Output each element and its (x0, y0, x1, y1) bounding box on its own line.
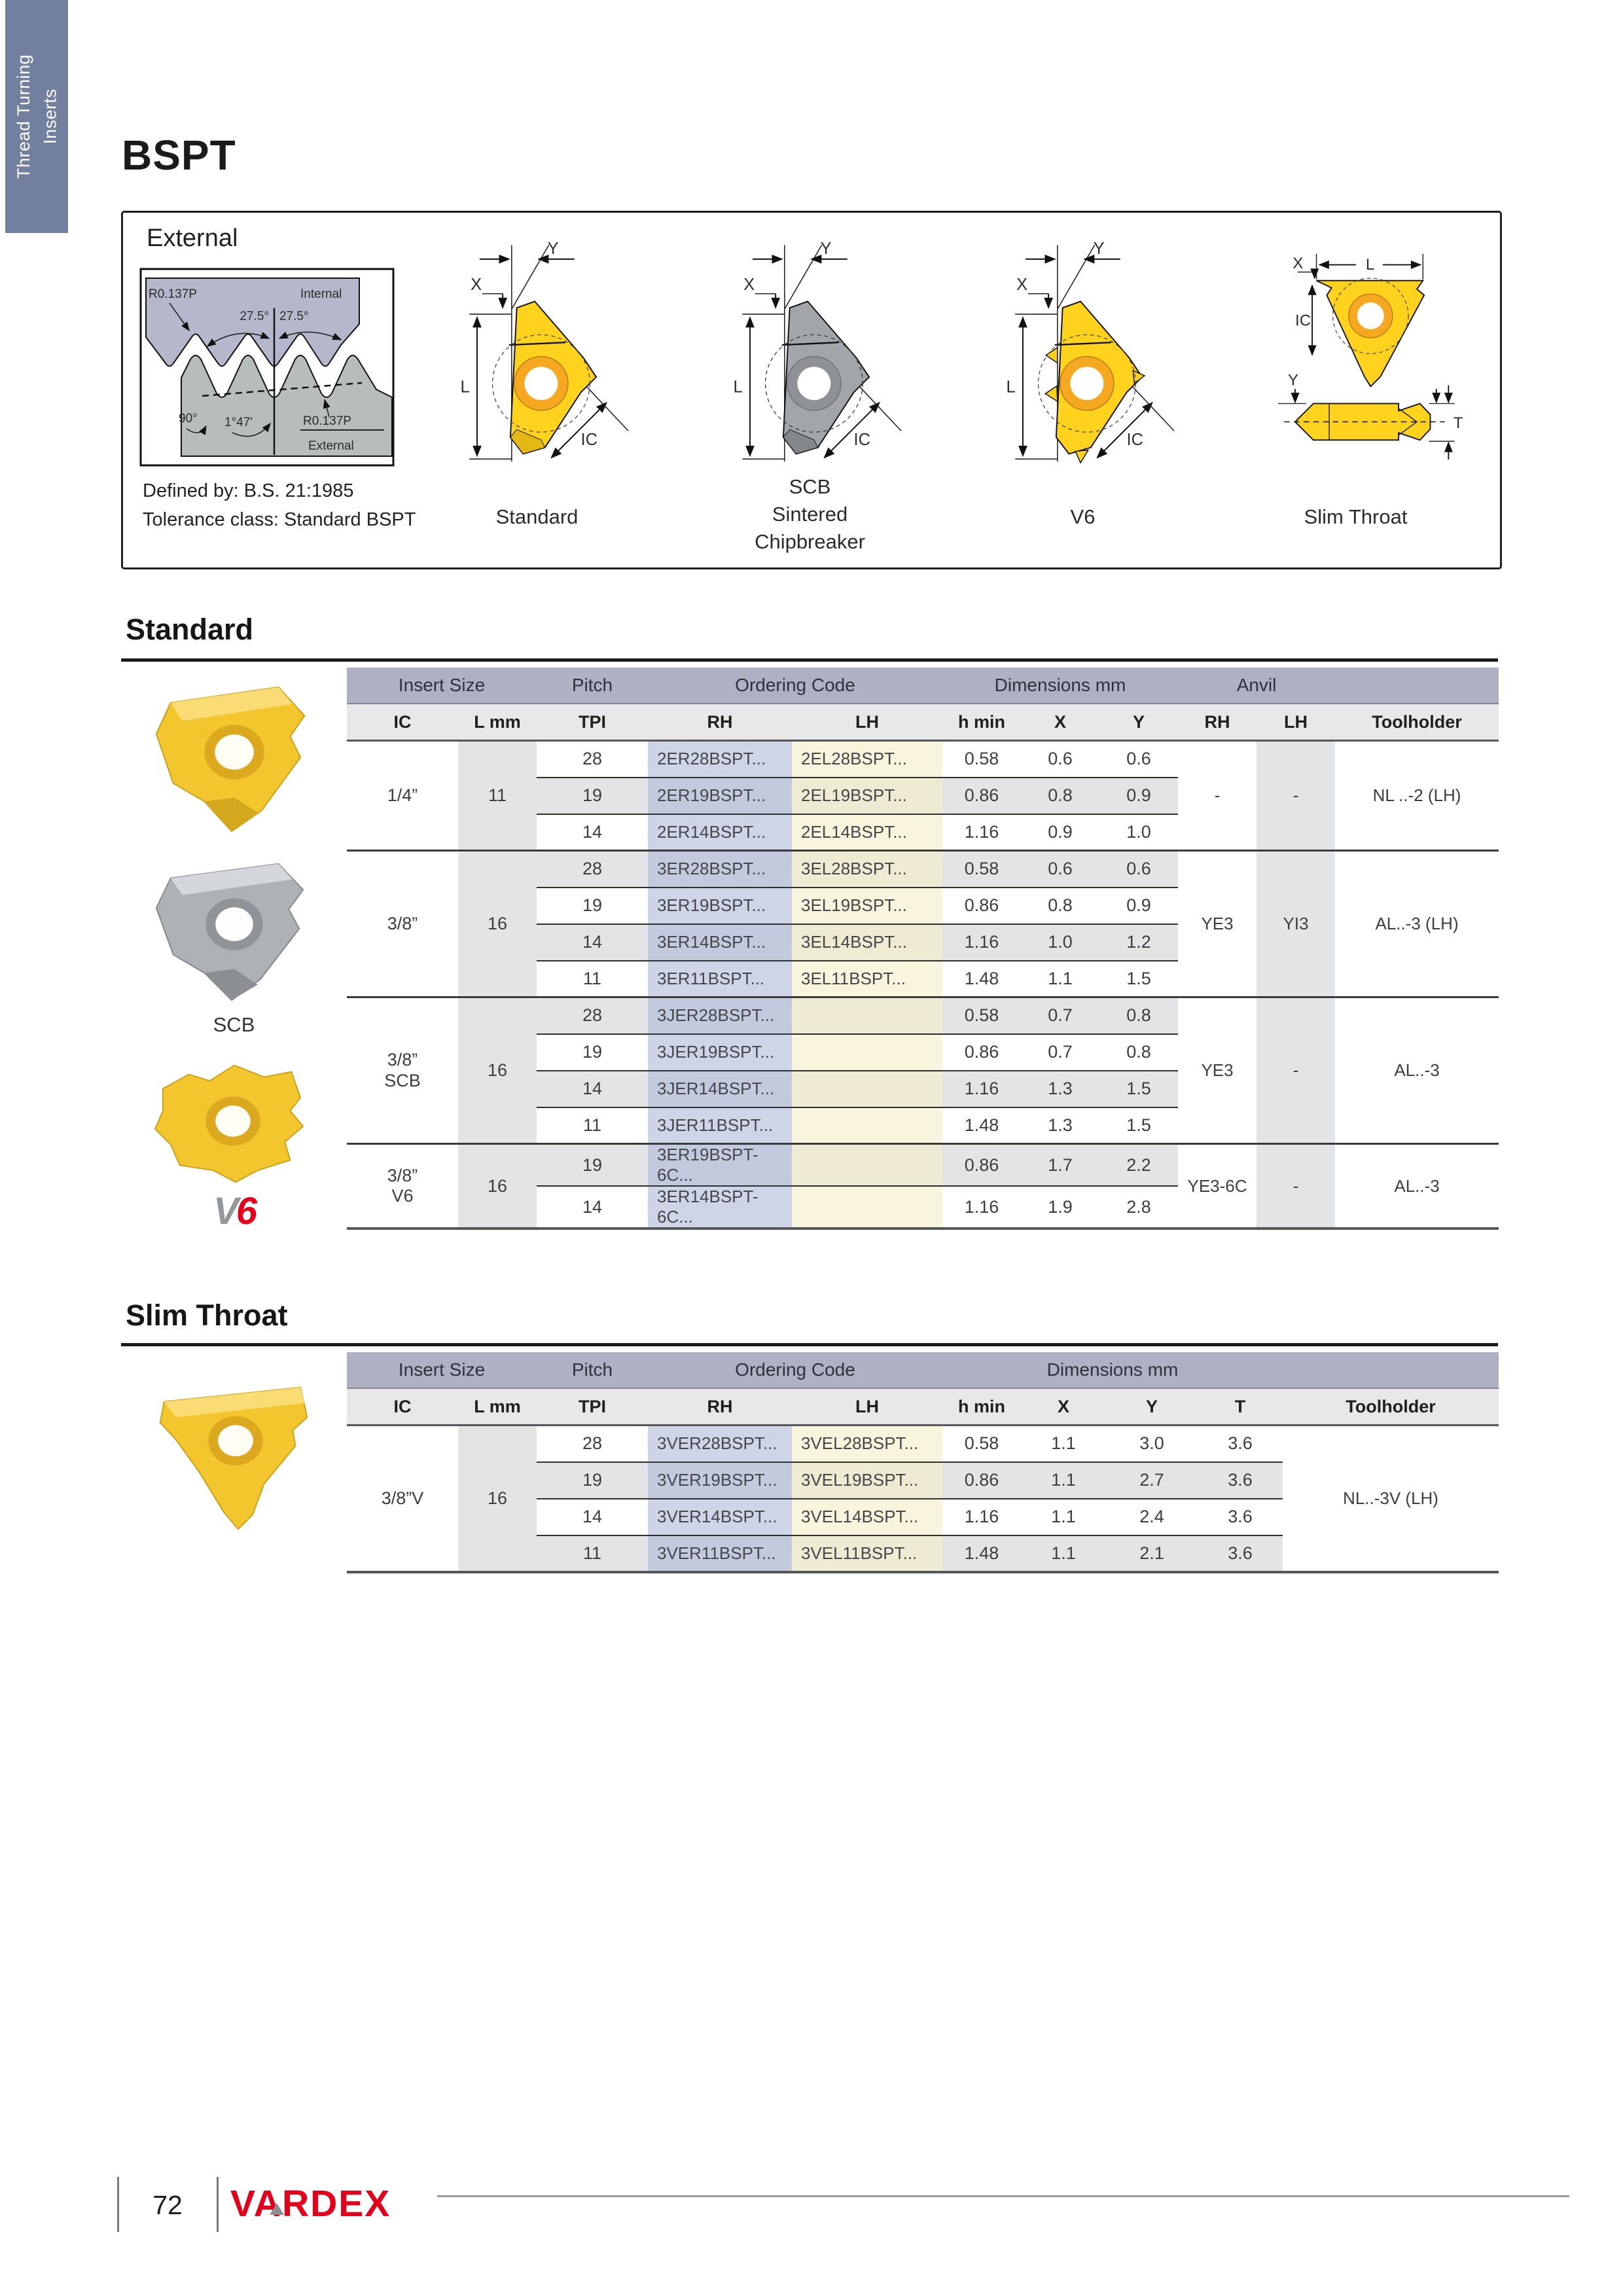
cell-rh: 3JER14BSPT... (648, 1071, 792, 1107)
cell-x: 0.8 (1021, 888, 1099, 924)
vardex-logo: VARDEX (230, 2183, 391, 2225)
cell-y: 1.5 (1099, 1107, 1178, 1144)
external-box (121, 211, 1502, 569)
column-header-anvil_lh: LH (1257, 704, 1335, 741)
cell-h: 1.48 (942, 961, 1021, 997)
scb-insert-photo (136, 850, 332, 1012)
cell-y: 0.8 (1099, 997, 1178, 1034)
cell-rh: 3VER14BSPT... (648, 1499, 792, 1535)
cell-x: 1.0 (1021, 924, 1099, 961)
column-header-t: T (1198, 1388, 1283, 1426)
section-tab (5, 0, 68, 233)
cell-anvil_lh: - (1257, 997, 1335, 1144)
cell-h: 0.86 (942, 1144, 1021, 1187)
cell-x: 1.1 (1021, 1426, 1106, 1462)
column-header-lh: LH (792, 1388, 942, 1426)
external-label: External (147, 224, 238, 252)
label-90: 90° (179, 412, 198, 425)
cell-h: 0.58 (942, 851, 1021, 888)
cell-y: 0.8 (1099, 1034, 1178, 1071)
cell-h: 0.86 (942, 888, 1021, 924)
dim-l: L (1006, 378, 1016, 397)
cell-lh (792, 1144, 942, 1187)
tab-line2: Inserts (40, 88, 60, 145)
cell-y: 0.9 (1099, 778, 1178, 814)
cell-tpi: 19 (537, 1462, 648, 1499)
cell-toolholder: NL ..-2 (LH) (1335, 741, 1499, 851)
column-header-l: L mm (458, 704, 537, 741)
caption-scb-line1: SCB (789, 475, 831, 498)
slim-rule (121, 1343, 1498, 1346)
dim-ic: IC (1294, 312, 1311, 330)
cell-x: 0.7 (1021, 1034, 1099, 1071)
standard-insert-photo (136, 674, 332, 850)
cell-l: 16 (458, 1144, 537, 1229)
cell-toolholder: AL..-3 (1335, 997, 1499, 1144)
cell-x: 1.9 (1021, 1186, 1099, 1229)
defined-by: Defined by: B.S. 21:1985 (143, 480, 354, 501)
column-header-ic: IC (347, 1388, 458, 1426)
tolerance-class: Tolerance class: Standard BSPT (143, 509, 416, 530)
cell-lh: 3EL28BSPT... (792, 851, 942, 888)
group-header-blank (1335, 668, 1499, 704)
page-number: 72 (152, 2190, 183, 2220)
group-header-ordering_code: Ordering Code (648, 1352, 942, 1388)
cell-lh (792, 1186, 942, 1229)
scb-dim-svg (688, 226, 932, 469)
label-external: External (308, 439, 354, 453)
column-header-x: X (1021, 1388, 1106, 1426)
cell-rh: 3JER11BSPT... (648, 1107, 792, 1144)
footer-bar-left (117, 2177, 119, 2232)
cell-lh (792, 997, 942, 1034)
cell-x: 1.1 (1021, 1535, 1106, 1572)
cell-tpi: 19 (537, 1034, 648, 1071)
cell-h: 0.58 (942, 997, 1021, 1034)
column-header-h: h min (942, 1388, 1021, 1426)
cell-t: 3.6 (1198, 1535, 1283, 1572)
table-row (347, 741, 1499, 778)
caption-scb-line3: Chipbreaker (755, 529, 865, 553)
dim-ic: IC (580, 430, 597, 449)
cell-ic: 3/8” (347, 851, 458, 997)
cell-lh: 2EL19BSPT... (792, 778, 942, 814)
cell-anvil_rh: YE3 (1178, 997, 1257, 1144)
cell-y: 1.2 (1099, 924, 1178, 961)
cell-anvil_lh: YI3 (1257, 851, 1335, 997)
insert-hole (524, 367, 558, 400)
cell-l: 16 (458, 851, 537, 997)
diagram-scb (673, 226, 946, 561)
dim-x: X (470, 275, 482, 294)
cell-toolholder: NL..-3V (LH) (1283, 1426, 1499, 1572)
thread-profile-diagram (139, 268, 395, 468)
cell-h: 0.86 (942, 778, 1021, 814)
footer-bar-right (217, 2177, 219, 2232)
cell-rh: 3ER14BSPT-6C... (648, 1186, 792, 1229)
cell-h: 1.16 (942, 1071, 1021, 1107)
caption-slim: Slim Throat (1304, 505, 1408, 528)
cell-tpi: 19 (537, 1144, 648, 1187)
label-r-bottom: R0.137P (303, 414, 351, 428)
cell-tpi: 14 (537, 814, 648, 851)
cell-lh (792, 1034, 942, 1071)
dim-y: Y (547, 240, 559, 259)
cell-x: 0.9 (1021, 814, 1099, 851)
group-header-anvil: Anvil (1178, 668, 1335, 704)
label-internal: Internal (300, 287, 342, 301)
cell-tpi: 19 (537, 778, 648, 814)
cell-x: 1.3 (1021, 1107, 1099, 1144)
label-taper: 1°47' (224, 416, 253, 429)
standard-photo-column (121, 674, 347, 1230)
cell-h: 1.16 (942, 1499, 1021, 1535)
table-row (347, 1426, 1499, 1462)
cell-tpi: 11 (537, 1535, 648, 1572)
cell-t: 3.6 (1198, 1426, 1283, 1462)
cell-rh: 3ER28BSPT... (648, 851, 792, 888)
cell-lh: 3EL14BSPT... (792, 924, 942, 961)
cell-toolholder: AL..-3 (1335, 1144, 1499, 1229)
caption-v6: V6 (1070, 505, 1096, 528)
column-header-rh: RH (648, 704, 792, 741)
dim-l: L (1365, 255, 1374, 274)
dim-x: X (743, 275, 755, 294)
column-header-h: h min (942, 704, 1021, 741)
cell-tpi: 19 (537, 888, 648, 924)
dim-l: L (460, 378, 470, 397)
slim-insert-photo (136, 1368, 332, 1563)
cell-anvil_lh: - (1257, 1144, 1335, 1229)
cell-y: 0.6 (1099, 851, 1178, 888)
page-title: BSPT (122, 132, 236, 179)
diagram-v6 (946, 226, 1219, 561)
column-header-lh: LH (792, 704, 942, 741)
column-header-toolholder: Toolholder (1283, 1388, 1499, 1426)
cell-t: 3.6 (1198, 1499, 1283, 1535)
cell-h: 0.58 (942, 1426, 1021, 1462)
diagram-slim-throat (1219, 226, 1492, 561)
group-header-blank (1283, 1352, 1499, 1388)
cell-y: 2.7 (1106, 1462, 1198, 1499)
cell-tpi: 14 (537, 1186, 648, 1229)
cell-y: 2.2 (1099, 1144, 1178, 1187)
cell-rh: 3JER19BSPT... (648, 1034, 792, 1071)
cell-y: 2.8 (1099, 1186, 1178, 1229)
cell-tpi: 28 (537, 1426, 648, 1462)
cell-anvil_rh: - (1178, 741, 1257, 851)
cell-h: 0.86 (942, 1462, 1021, 1499)
cell-lh: 3EL11BSPT... (792, 961, 942, 997)
cell-tpi: 11 (537, 1107, 648, 1144)
cell-tpi: 28 (537, 851, 648, 888)
column-header-y: Y (1099, 704, 1178, 741)
cell-rh: 2ER14BSPT... (648, 814, 792, 851)
cell-rh: 3VER19BSPT... (648, 1462, 792, 1499)
standard-heading: Standard (126, 613, 254, 646)
group-header-insert_size: Insert Size (347, 1352, 537, 1388)
cell-h: 1.16 (942, 814, 1021, 851)
cell-lh (792, 1107, 942, 1144)
column-header-tpi: TPI (537, 1388, 648, 1426)
insert-diagrams (401, 226, 1492, 561)
cell-l: 11 (458, 741, 537, 851)
vardex-logo-triangle (270, 2203, 284, 2215)
cell-tpi: 28 (537, 997, 648, 1034)
group-header-dimensions: Dimensions mm (942, 668, 1178, 704)
cell-ic: 1/4” (347, 741, 458, 851)
group-header-dimensions: Dimensions mm (942, 1352, 1283, 1388)
standard-dim-svg (416, 226, 659, 469)
v6-logo-6: 6 (236, 1190, 255, 1232)
cell-tpi: 28 (537, 741, 648, 778)
cell-lh: 3VEL14BSPT... (792, 1499, 942, 1535)
cell-l: 16 (458, 1426, 537, 1572)
group-header-pitch: Pitch (537, 668, 648, 704)
cell-y: 1.0 (1099, 814, 1178, 851)
section-tab-label (10, 54, 63, 179)
column-header-ic: IC (347, 704, 458, 741)
cell-tpi: 14 (537, 924, 648, 961)
caption-standard: Standard (495, 505, 579, 528)
cell-anvil_rh: YE3-6C (1178, 1144, 1257, 1229)
column-header-y: Y (1106, 1388, 1198, 1426)
table-row (347, 1144, 1499, 1187)
slim-dim-svg (1234, 226, 1478, 469)
cell-lh: 2EL28BSPT... (792, 741, 942, 778)
diagram-standard (401, 226, 673, 561)
cell-rh: 3ER11BSPT... (648, 961, 792, 997)
tab-line1: Thread Turning (13, 54, 33, 179)
cell-lh (792, 1071, 942, 1107)
cell-x: 0.6 (1021, 851, 1099, 888)
cell-anvil_rh: YE3 (1178, 851, 1257, 997)
cell-x: 1.3 (1021, 1071, 1099, 1107)
dim-t: T (1453, 414, 1463, 432)
thread-profile-svg (139, 268, 395, 468)
column-header-toolholder: Toolholder (1335, 704, 1499, 741)
cell-h: 1.16 (942, 924, 1021, 961)
cell-tpi: 11 (537, 961, 648, 997)
cell-y: 0.6 (1099, 741, 1178, 778)
cell-h: 0.58 (942, 741, 1021, 778)
cell-l: 16 (458, 997, 537, 1144)
dim-ic: IC (1126, 430, 1143, 449)
cell-rh: 2ER28BSPT... (648, 741, 792, 778)
cell-h: 0.86 (942, 1034, 1021, 1071)
cell-lh: 3VEL19BSPT... (792, 1462, 942, 1499)
cell-rh: 3ER19BSPT-6C... (648, 1144, 792, 1187)
standard-table (347, 668, 1499, 1230)
caption-scb-line2: Sintered (772, 502, 848, 526)
cell-tpi: 14 (537, 1499, 648, 1535)
group-header-ordering_code: Ordering Code (648, 668, 942, 704)
cell-rh: 3JER28BSPT... (648, 997, 792, 1034)
dim-y: Y (820, 240, 832, 259)
slim-photo-column (121, 1368, 347, 1563)
cell-ic: 3/8” V6 (347, 1144, 458, 1229)
column-header-rh: RH (648, 1388, 792, 1426)
standard-rule (121, 658, 1498, 662)
column-header-x: X (1021, 704, 1099, 741)
cell-rh: 3VER11BSPT... (648, 1535, 792, 1572)
cell-x: 0.6 (1021, 741, 1099, 778)
cell-rh: 3ER14BSPT... (648, 924, 792, 961)
cell-y: 1.5 (1099, 961, 1178, 997)
cell-anvil_lh: - (1257, 741, 1335, 851)
table-row (347, 851, 1499, 888)
v6-logo (213, 1190, 255, 1232)
table-row (347, 997, 1499, 1034)
cell-x: 0.7 (1021, 997, 1099, 1034)
group-header-pitch: Pitch (537, 1352, 648, 1388)
v6-logo-v: V (213, 1190, 236, 1232)
cell-x: 1.7 (1021, 1144, 1099, 1187)
standard-definition (143, 477, 416, 534)
footer-rule (437, 2195, 1569, 2197)
column-header-l: L mm (458, 1388, 537, 1426)
cell-tpi: 14 (537, 1071, 648, 1107)
cell-rh: 2ER19BSPT... (648, 778, 792, 814)
cell-y: 0.9 (1099, 888, 1178, 924)
cell-rh: 3ER19BSPT... (648, 888, 792, 924)
cell-h: 1.48 (942, 1535, 1021, 1572)
cell-x: 1.1 (1021, 961, 1099, 997)
cell-y: 3.0 (1106, 1426, 1198, 1462)
cell-lh: 3VEL28BSPT... (792, 1426, 942, 1462)
column-header-anvil_rh: RH (1178, 704, 1257, 741)
label-angle-right: 27.5° (279, 310, 309, 323)
cell-ic: 3/8”V (347, 1426, 458, 1572)
group-header-insert_size: Insert Size (347, 668, 537, 704)
cell-lh: 3EL19BSPT... (792, 888, 942, 924)
dim-x: X (1292, 255, 1303, 273)
cell-y: 2.4 (1106, 1499, 1198, 1535)
cell-lh: 3VEL11BSPT... (792, 1535, 942, 1572)
caption-scb (755, 469, 865, 556)
label-angle-left: 27.5° (240, 310, 269, 323)
slim-table (347, 1352, 1499, 1573)
dim-y: Y (1287, 371, 1298, 389)
cell-y: 1.5 (1099, 1071, 1178, 1107)
cell-h: 1.16 (942, 1186, 1021, 1229)
scb-photo-caption: SCB (213, 1013, 255, 1036)
dim-x: X (1016, 275, 1027, 294)
cell-t: 3.6 (1198, 1462, 1283, 1499)
v6-insert-photo (136, 1043, 332, 1193)
cell-rh: 3VER28BSPT... (648, 1426, 792, 1462)
slim-heading: Slim Throat (126, 1299, 288, 1332)
label-r-top: R0.137P (149, 287, 197, 301)
cell-y: 2.1 (1106, 1535, 1198, 1572)
cell-x: 1.1 (1021, 1499, 1106, 1535)
cell-x: 1.1 (1021, 1462, 1106, 1499)
cell-lh: 2EL14BSPT... (792, 814, 942, 851)
v6-dim-svg (961, 226, 1205, 469)
dim-y: Y (1093, 240, 1105, 259)
cell-x: 0.8 (1021, 778, 1099, 814)
column-header-tpi: TPI (537, 704, 648, 741)
cell-ic: 3/8” SCB (347, 997, 458, 1144)
dim-ic: IC (853, 430, 870, 449)
cell-toolholder: AL..-3 (LH) (1335, 851, 1499, 997)
cell-h: 1.48 (942, 1107, 1021, 1144)
dim-l: L (733, 378, 743, 397)
